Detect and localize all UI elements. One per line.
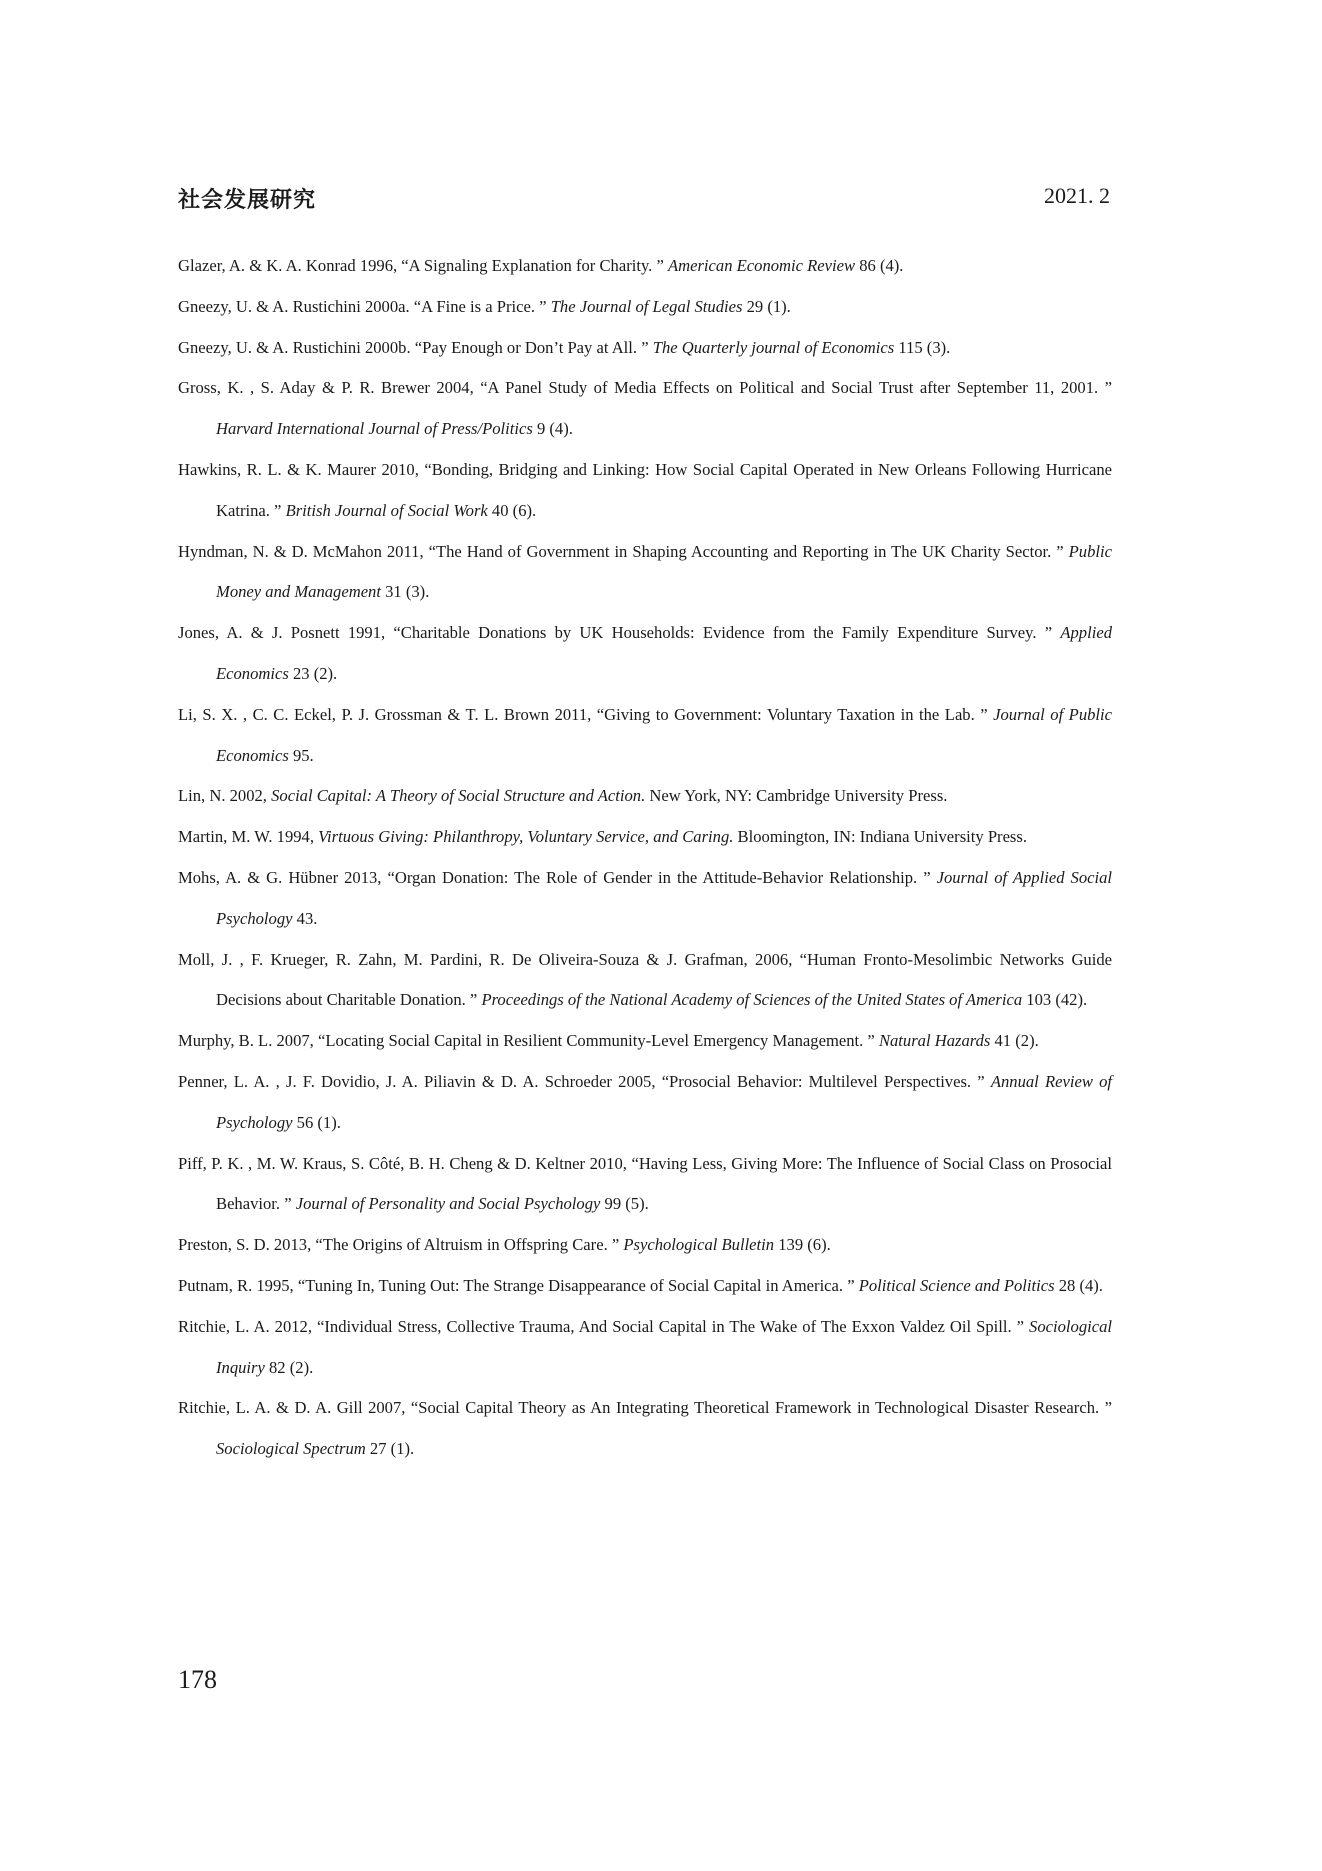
reference-authors: Preston, S. D. 2013, “The Origins of Altruism in Offspring Care. ” <box>178 1235 624 1255</box>
reference-authors: Gneezy, U. & A. Rustichini 2000b. “Pay Enough or Don’t Pay at All. ” <box>178 337 653 357</box>
reference-tail: 115 (3). <box>894 337 951 357</box>
reference-source: Public Money and Management <box>216 541 1112 602</box>
reference-source: Journal of Personality and Social Psychology <box>295 1194 601 1214</box>
reference-source: Sociological Inquiry <box>216 1316 1112 1377</box>
reference-source: British Journal of Social Work <box>285 500 488 520</box>
reference-authors: Glazer, A. & K. A. Konrad 1996, “A Signaling Explanation for Charity. ” <box>178 256 668 275</box>
reference-tail: 86 (4). <box>855 256 904 275</box>
reference-entry <box>178 368 1112 450</box>
reference-source: American Economic Review <box>667 256 856 275</box>
reference-authors: Li, S. X. , C. C. Eckel, P. J. Grossman & T. L. Brown 2011, “Giving to Government: Voluntary Taxation in the Lab. ” <box>178 704 994 724</box>
reference-tail: 82 (2). <box>264 1357 314 1377</box>
reference-authors: Ritchie, L. A. & D. A. Gill 2007, “Social Capital Theory as An Integrating Theoretical Framework in Technological Disaster Research. ” <box>178 1398 1112 1418</box>
reference-tail: 28 (4). <box>1054 1275 1103 1295</box>
reference-entry <box>178 776 1112 817</box>
reference-source: The Quarterly journal of Economics <box>652 337 895 357</box>
reference-entry <box>178 695 1112 777</box>
reference-entry <box>178 287 1112 328</box>
reference-authors: Moll, J. , F. Krueger, R. Zahn, M. Pardini, R. De Oliveira-Souza & J. Grafman, 2006, “Human Fronto-Mesolimbic Networks Guide Decisions about Charitable Donation. ” <box>178 949 1112 1010</box>
journal-title: 社会发展研究 <box>178 188 317 213</box>
reference-entry <box>178 1307 1112 1389</box>
reference-entry <box>178 1021 1112 1062</box>
reference-source: Sociological Spectrum <box>216 1439 366 1459</box>
reference-tail: 95. <box>288 745 314 765</box>
reference-authors: Gneezy, U. & A. Rustichini 2000a. “A Fine is a Price. ” <box>178 296 551 316</box>
reference-entry <box>178 1062 1112 1144</box>
reference-authors: Gross, K. , S. Aday & P. R. Brewer 2004, “A Panel Study of Media Effects on Political and Social Trust after September 11, 2001. ” <box>178 378 1112 398</box>
reference-tail: 31 (3). <box>380 582 430 602</box>
reference-entry <box>178 940 1112 1022</box>
reference-authors: Martin, M. W. 1994, <box>178 827 319 847</box>
reference-source: Proceedings of the National Academy of Sciences of the United States of America <box>481 990 1023 1010</box>
reference-list <box>178 246 1112 1470</box>
reference-authors: Murphy, B. L. 2007, “Locating Social Capital in Resilient Community-Level Emergency Management. ” <box>178 1031 879 1051</box>
reference-tail: 29 (1). <box>742 296 791 316</box>
reference-authors: Mohs, A. & G. Hübner 2013, “Organ Donation: The Role of Gender in the Attitude-Behavior Relationship. ” <box>178 867 937 887</box>
reference-source: Political Science and Politics <box>858 1275 1055 1295</box>
reference-source: Journal of Applied Social Psychology <box>216 867 1112 928</box>
reference-source: The Journal of Legal Studies <box>550 296 743 316</box>
reference-source: Journal of Public Economics <box>216 704 1112 765</box>
issue-label: 2021. 2 <box>1044 183 1110 208</box>
reference-entry <box>178 1388 1112 1470</box>
reference-source: Psychological Bulletin <box>623 1235 775 1255</box>
running-header <box>178 183 1110 223</box>
reference-authors: Hyndman, N. & D. McMahon 2011, “The Hand of Government in Shaping Accounting and Reporting in The UK Charity Sector. ” <box>178 541 1069 561</box>
reference-authors: Lin, N. 2002, <box>178 786 272 806</box>
reference-entry <box>178 1144 1112 1226</box>
reference-tail: 43. <box>292 908 318 928</box>
reference-authors: Piff, P. K. , M. W. Kraus, S. Côté, B. H. Cheng & D. Keltner 2010, “Having Less, Giving More: The Influence of Social Class on Prosocial Behavior. ” <box>178 1153 1112 1214</box>
reference-entry <box>178 1266 1112 1307</box>
reference-source: Virtuous Giving: Philanthropy, Voluntary Service, and Caring. <box>318 827 734 847</box>
reference-tail: 56 (1). <box>292 1112 341 1132</box>
reference-authors: Ritchie, L. A. 2012, “Individual Stress, Collective Trauma, And Social Capital in The Wake of The Exxon Valdez Oil Spill. ” <box>178 1316 1030 1336</box>
reference-tail: 103 (42). <box>1022 990 1088 1010</box>
reference-tail: 40 (6). <box>487 500 537 520</box>
reference-authors: Jones, A. & J. Posnett 1991, “Charitable Donations by UK Households: Evidence from the Family Expenditure Survey. ” <box>178 623 1061 643</box>
reference-source: Applied Economics <box>216 623 1112 683</box>
reference-tail: New York, NY: Cambridge University Press. <box>645 786 948 806</box>
reference-entry <box>178 858 1112 940</box>
reference-entry <box>178 613 1112 695</box>
reference-tail: Bloomington, IN: Indiana University Press. <box>733 827 1027 847</box>
reference-entry <box>178 450 1112 532</box>
page-number: 178 <box>178 1665 217 1694</box>
reference-tail: 139 (6). <box>774 1235 831 1255</box>
reference-authors: Penner, L. A. , J. F. Dovidio, J. A. Piliavin & D. A. Schroeder 2005, “Prosocial Behavior: Multilevel Perspectives. ” <box>178 1071 991 1091</box>
reference-authors: Hawkins, R. L. & K. Maurer 2010, “Bonding, Bridging and Linking: How Social Capital Operated in New Orleans Following Hurricane Katrina. ” <box>178 459 1112 520</box>
reference-source: Social Capital: A Theory of Social Structure and Action. <box>271 786 646 806</box>
reference-source: Natural Hazards <box>878 1031 991 1051</box>
reference-entry <box>178 328 1112 369</box>
reference-source: Annual Review of Psychology <box>216 1071 1112 1132</box>
reference-authors: Putnam, R. 1995, “Tuning In, Tuning Out: The Strange Disappearance of Social Capital in America. ” <box>178 1275 859 1295</box>
reference-source: Harvard International Journal of Press/Politics <box>216 419 533 439</box>
reference-entry <box>178 532 1112 614</box>
reference-entry <box>178 817 1112 858</box>
reference-tail: 99 (5). <box>600 1194 649 1214</box>
reference-entry <box>178 246 1112 287</box>
reference-entry <box>178 1225 1112 1266</box>
reference-tail: 41 (2). <box>990 1031 1039 1051</box>
reference-tail: 27 (1). <box>365 1439 415 1459</box>
reference-tail: 9 (4). <box>532 419 573 439</box>
reference-tail: 23 (2). <box>288 663 338 683</box>
